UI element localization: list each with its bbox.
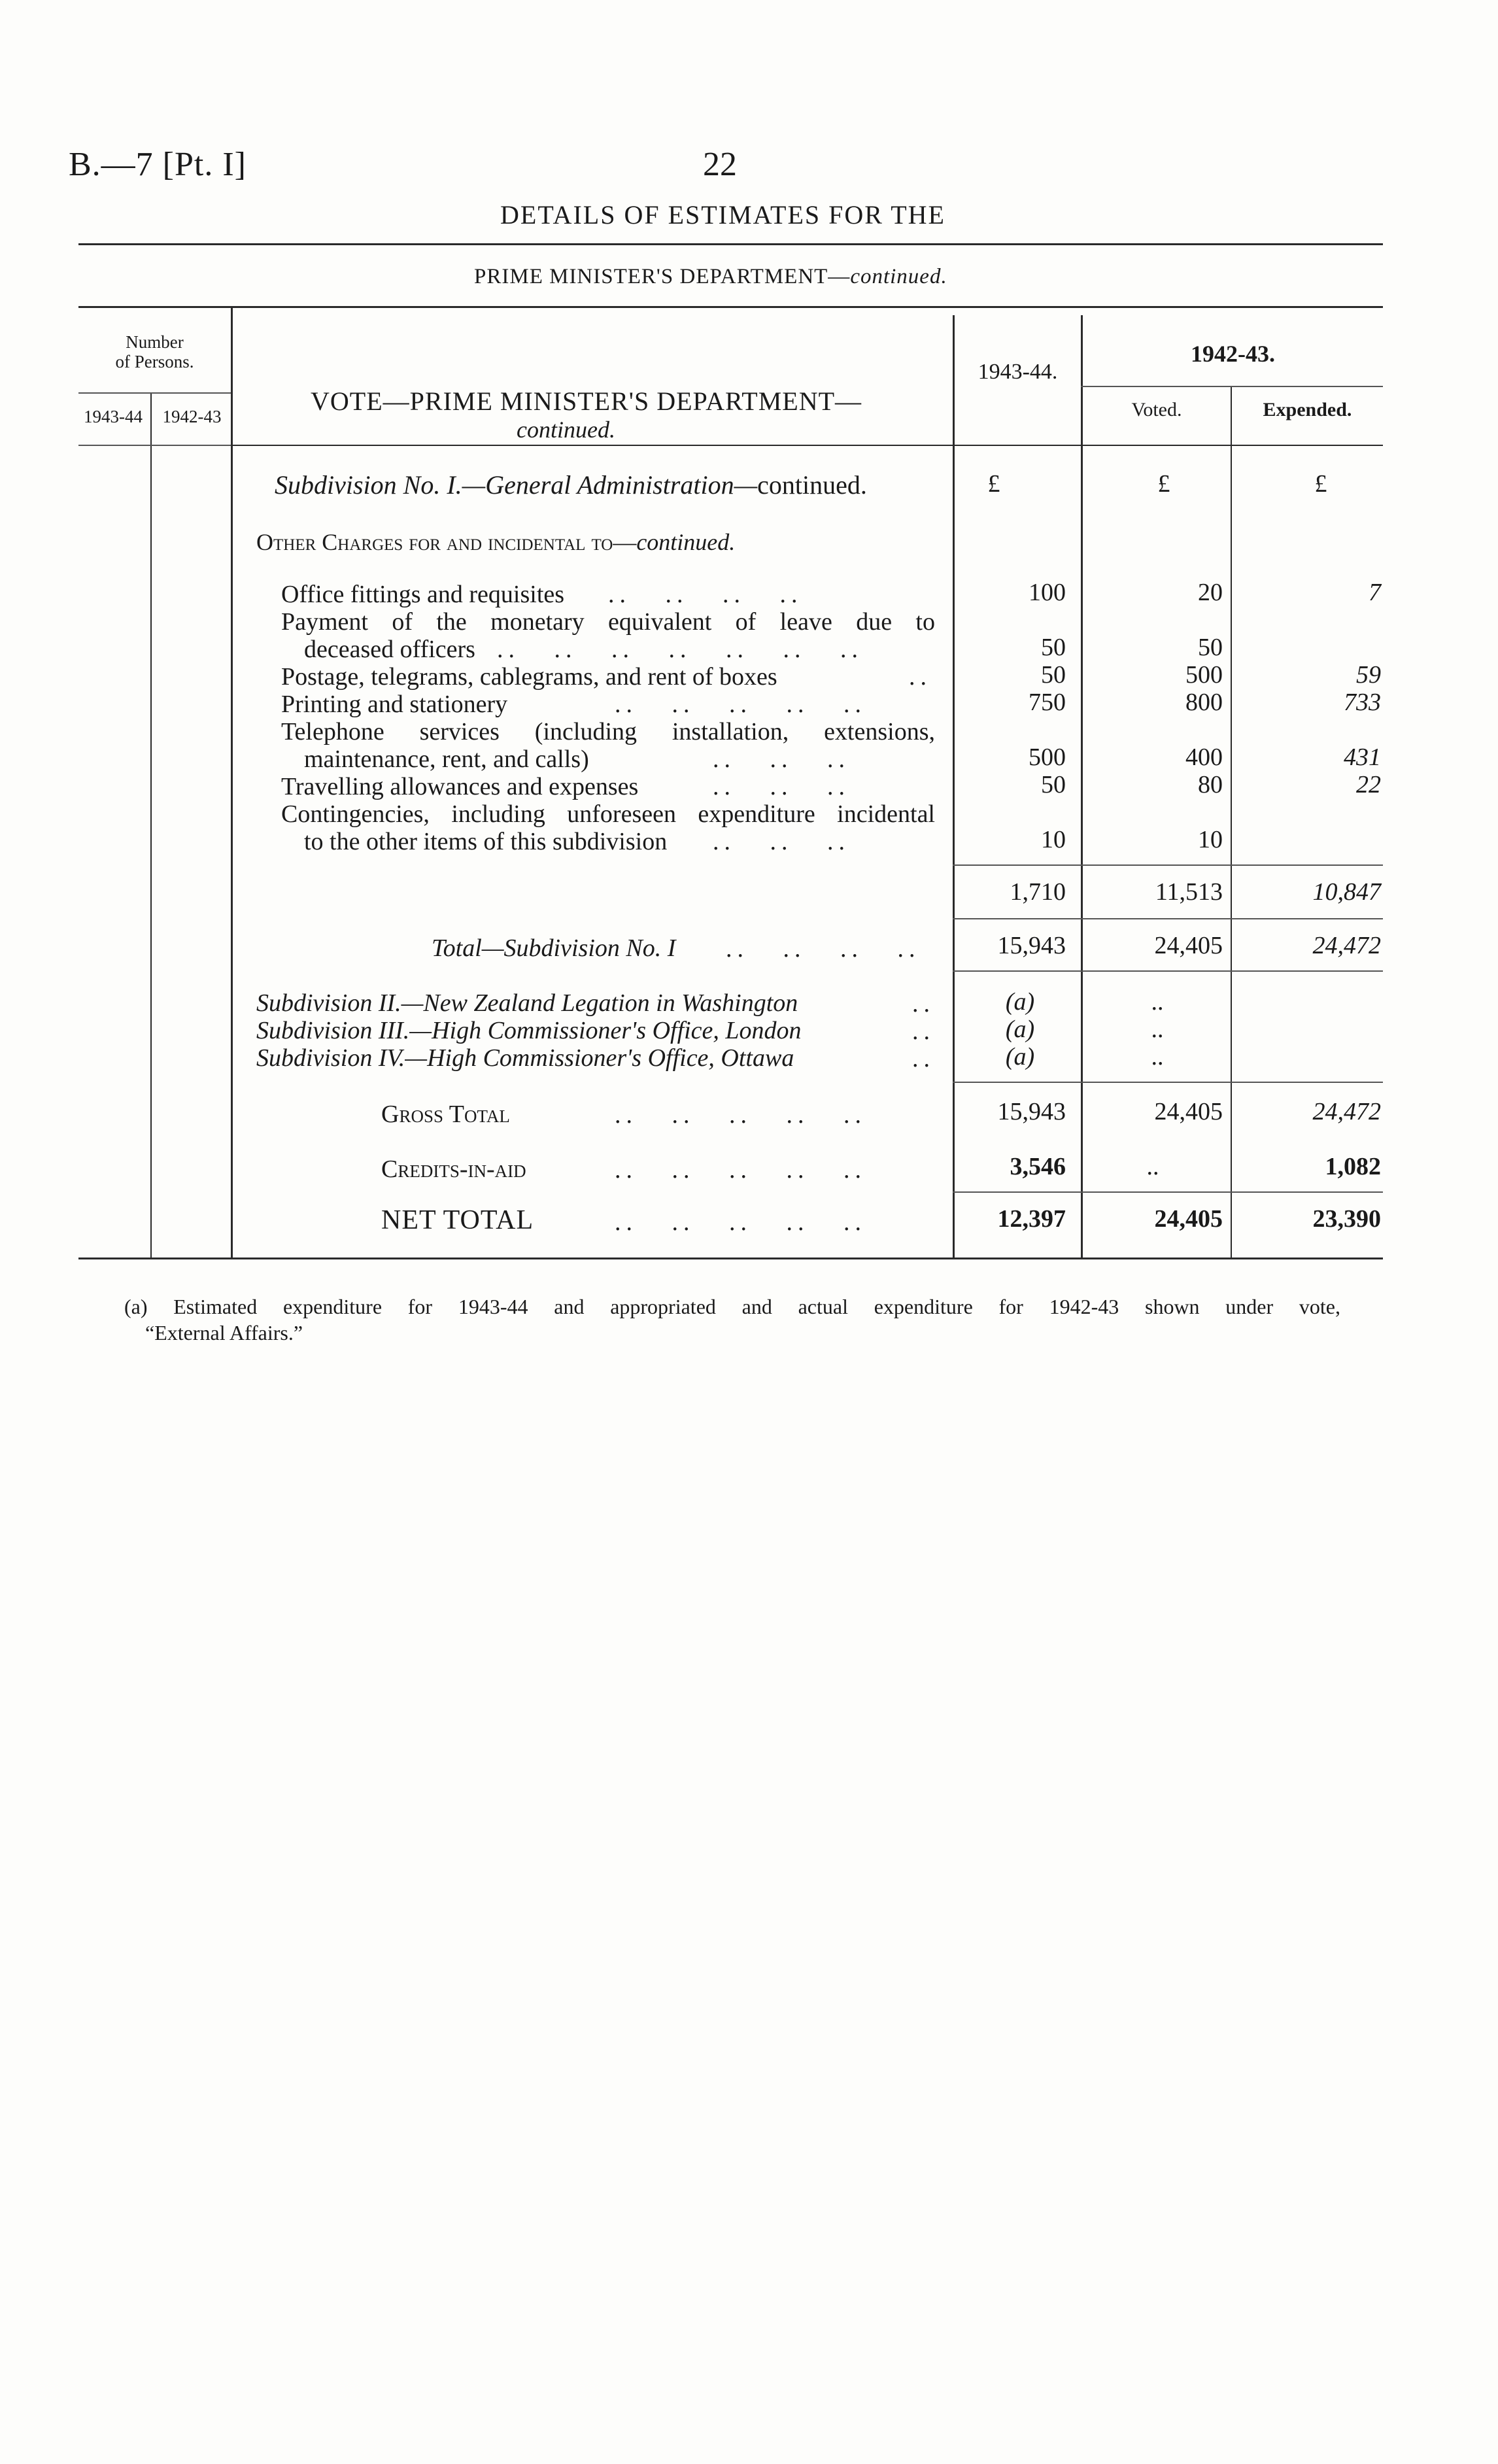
item-contingencies-line1: Contingencies, including unforeseen expenditure incidental — [281, 800, 935, 828]
item-contingencies-line2: to the other items of this subdivision — [304, 828, 668, 855]
col-header-1943: 1943-44. — [978, 360, 1058, 384]
page-reference: B.—7 [Pt. I] — [69, 146, 247, 183]
voted-telephone: 400 — [1185, 744, 1223, 771]
leader-dots: .. .. .. .. — [608, 581, 803, 608]
department-title — [474, 265, 947, 289]
gross-total-top-rule — [953, 1082, 1383, 1083]
footnote-line-2: “External Affairs.” — [145, 1321, 303, 1344]
subdivision-title — [275, 470, 867, 500]
est-printing: 750 — [1029, 689, 1066, 716]
leader-dots: .. .. .. .. .. — [615, 691, 866, 718]
vote-title-continued: continued. — [517, 417, 615, 443]
currency-estimate: £ — [987, 470, 1000, 498]
voted-printing: 800 — [1185, 689, 1223, 716]
credits-in-aid-expended: 1,082 — [1325, 1153, 1381, 1180]
persons-year-1943: 1943-44 — [84, 407, 143, 426]
header-bottom-rule — [231, 445, 1383, 446]
persons-label-2: of Persons. — [115, 352, 194, 371]
department-title-main: PRIME MINISTER'S DEPARTMENT— — [474, 265, 851, 288]
leader-dots: .. — [912, 1045, 935, 1072]
leader-dots: .. — [912, 990, 935, 1018]
col-divider-persons-years — [150, 392, 152, 1258]
item-travelling: Travelling allowances and expenses — [281, 773, 639, 800]
subtotal-estimate: 1,710 — [1010, 878, 1066, 906]
gross-total-expended: 24,472 — [1312, 1098, 1381, 1125]
persons-years-rule — [78, 445, 231, 446]
item-telephone-line1: Telephone services (including installation, extensions, — [281, 718, 935, 745]
persons-header-rule — [78, 392, 231, 394]
subdivision-iv-voted: .. — [1151, 1043, 1164, 1070]
subdivision-ii-estimate: (a) — [1005, 988, 1035, 1016]
subdivision-ii-voted: .. — [1151, 988, 1164, 1016]
item-leave-payment-line1: Payment of the monetary equivalent of leave due to — [281, 608, 935, 636]
net-total-estimate: 12,397 — [997, 1205, 1066, 1233]
item-leave-payment-line2: deceased officers — [304, 636, 475, 663]
gross-total-estimate: 15,943 — [997, 1098, 1066, 1125]
total-sub1-voted: 24,405 — [1154, 932, 1223, 959]
leader-dots: .. .. .. .. .. .. .. — [497, 636, 863, 663]
expended-postage: 59 — [1356, 661, 1381, 689]
subdivision-title-continued: continued. — [757, 470, 867, 500]
department-title-continued: continued. — [850, 265, 947, 288]
col-divider-persons — [231, 306, 233, 1258]
subtotal-bottom-rule — [953, 918, 1383, 919]
voted-contingencies: 10 — [1198, 826, 1223, 853]
other-charges-heading — [256, 528, 735, 556]
col-divider-expended — [1231, 386, 1232, 1258]
persons-label-1: Number — [126, 332, 184, 352]
subtotal-voted: 11,513 — [1155, 878, 1223, 906]
item-telephone-line2: maintenance, rent, and calls) — [304, 745, 589, 773]
est-telephone: 500 — [1029, 744, 1066, 771]
subtotal-expended: 10,847 — [1312, 878, 1381, 906]
net-total-top-rule — [953, 1191, 1383, 1193]
col-header-voted: Voted. — [1131, 399, 1182, 420]
gross-total-label: Gross Total — [381, 1101, 510, 1128]
leader-dots: .. .. .. — [713, 828, 850, 855]
currency-expended: £ — [1314, 470, 1327, 498]
leader-dots: .. .. .. — [713, 745, 850, 773]
title-rule — [78, 243, 1383, 245]
other-charges-label: Other Charges for and incidental to— — [256, 529, 637, 555]
total-sub1-rule — [953, 970, 1383, 972]
subdivision-iv-label: Subdivision IV.—High Commissioner's Office, Ottawa — [256, 1044, 794, 1072]
item-office-fittings: Office fittings and requisites — [281, 581, 565, 608]
est-office-fittings: 100 — [1029, 579, 1066, 606]
leader-dots: .. .. .. .. — [726, 935, 921, 963]
footnote-line-1: (a) Estimated expenditure for 1943-44 and appropriated and actual expenditure for 1942-43 shown under vote, — [124, 1295, 1340, 1318]
col-header-expended: Expended. — [1263, 399, 1352, 420]
expended-office-fittings: 7 — [1369, 579, 1381, 606]
page-title: DETAILS OF ESTIMATES FOR THE — [500, 200, 945, 230]
page-number: 22 — [703, 146, 737, 183]
gross-total-voted: 24,405 — [1154, 1098, 1223, 1125]
dept-rule — [78, 306, 1383, 308]
est-contingencies: 10 — [1041, 826, 1066, 853]
net-total-voted: 24,405 — [1154, 1205, 1223, 1233]
credits-in-aid-label: Credits-in-aid — [381, 1155, 526, 1183]
expended-printing: 733 — [1344, 689, 1381, 716]
leader-dots: .. .. .. .. .. — [615, 1101, 866, 1129]
total-sub1-expended: 24,472 — [1312, 932, 1381, 959]
table-bottom-rule — [78, 1258, 1383, 1259]
voted-postage: 500 — [1185, 661, 1223, 689]
year-1942-rule — [1081, 386, 1383, 387]
other-charges-continued: continued. — [636, 529, 736, 555]
voted-travelling: 80 — [1198, 771, 1223, 798]
leader-dots: .. — [909, 663, 932, 691]
currency-voted: £ — [1157, 470, 1170, 498]
total-sub1-label: Total—Subdivision No. I — [432, 934, 676, 962]
subdivision-iii-voted: .. — [1151, 1016, 1164, 1043]
voted-office-fittings: 20 — [1198, 579, 1223, 606]
expended-travelling: 22 — [1356, 771, 1381, 798]
leader-dots: .. .. .. .. .. — [615, 1156, 866, 1184]
est-travelling: 50 — [1041, 771, 1066, 798]
est-postage: 50 — [1041, 661, 1066, 689]
subtotal-rule — [953, 864, 1383, 866]
item-printing: Printing and stationery — [281, 691, 508, 718]
expended-telephone: 431 — [1344, 744, 1381, 771]
voted-leave-payment: 50 — [1198, 634, 1223, 661]
subdivision-iv-estimate: (a) — [1005, 1043, 1035, 1070]
leader-dots: .. — [912, 1018, 935, 1045]
total-sub1-estimate: 15,943 — [997, 932, 1066, 959]
net-total-expended: 23,390 — [1312, 1205, 1381, 1233]
net-total-label: NET TOTAL — [381, 1205, 534, 1235]
subdivision-title-italic: Subdivision No. I.—General Administration— — [275, 470, 758, 500]
credits-in-aid-voted: .. — [1146, 1153, 1159, 1180]
leader-dots: .. .. .. — [713, 773, 850, 800]
item-postage: Postage, telegrams, cablegrams, and rent of boxes — [281, 663, 777, 691]
subdivision-ii-label: Subdivision II.—New Zealand Legation in Washington — [256, 989, 798, 1017]
credits-in-aid-estimate: 3,546 — [1010, 1153, 1066, 1180]
subdivision-iii-label: Subdivision III.—High Commissioner's Office, London — [256, 1017, 802, 1044]
col-header-1942: 1942-43. — [1191, 341, 1275, 367]
leader-dots: .. .. .. .. .. — [615, 1208, 866, 1236]
est-leave-payment: 50 — [1041, 634, 1066, 661]
persons-year-1942: 1942-43 — [162, 407, 222, 426]
subdivision-iii-estimate: (a) — [1005, 1016, 1035, 1043]
vote-title: VOTE—PRIME MINISTER'S DEPARTMENT— — [311, 386, 862, 416]
